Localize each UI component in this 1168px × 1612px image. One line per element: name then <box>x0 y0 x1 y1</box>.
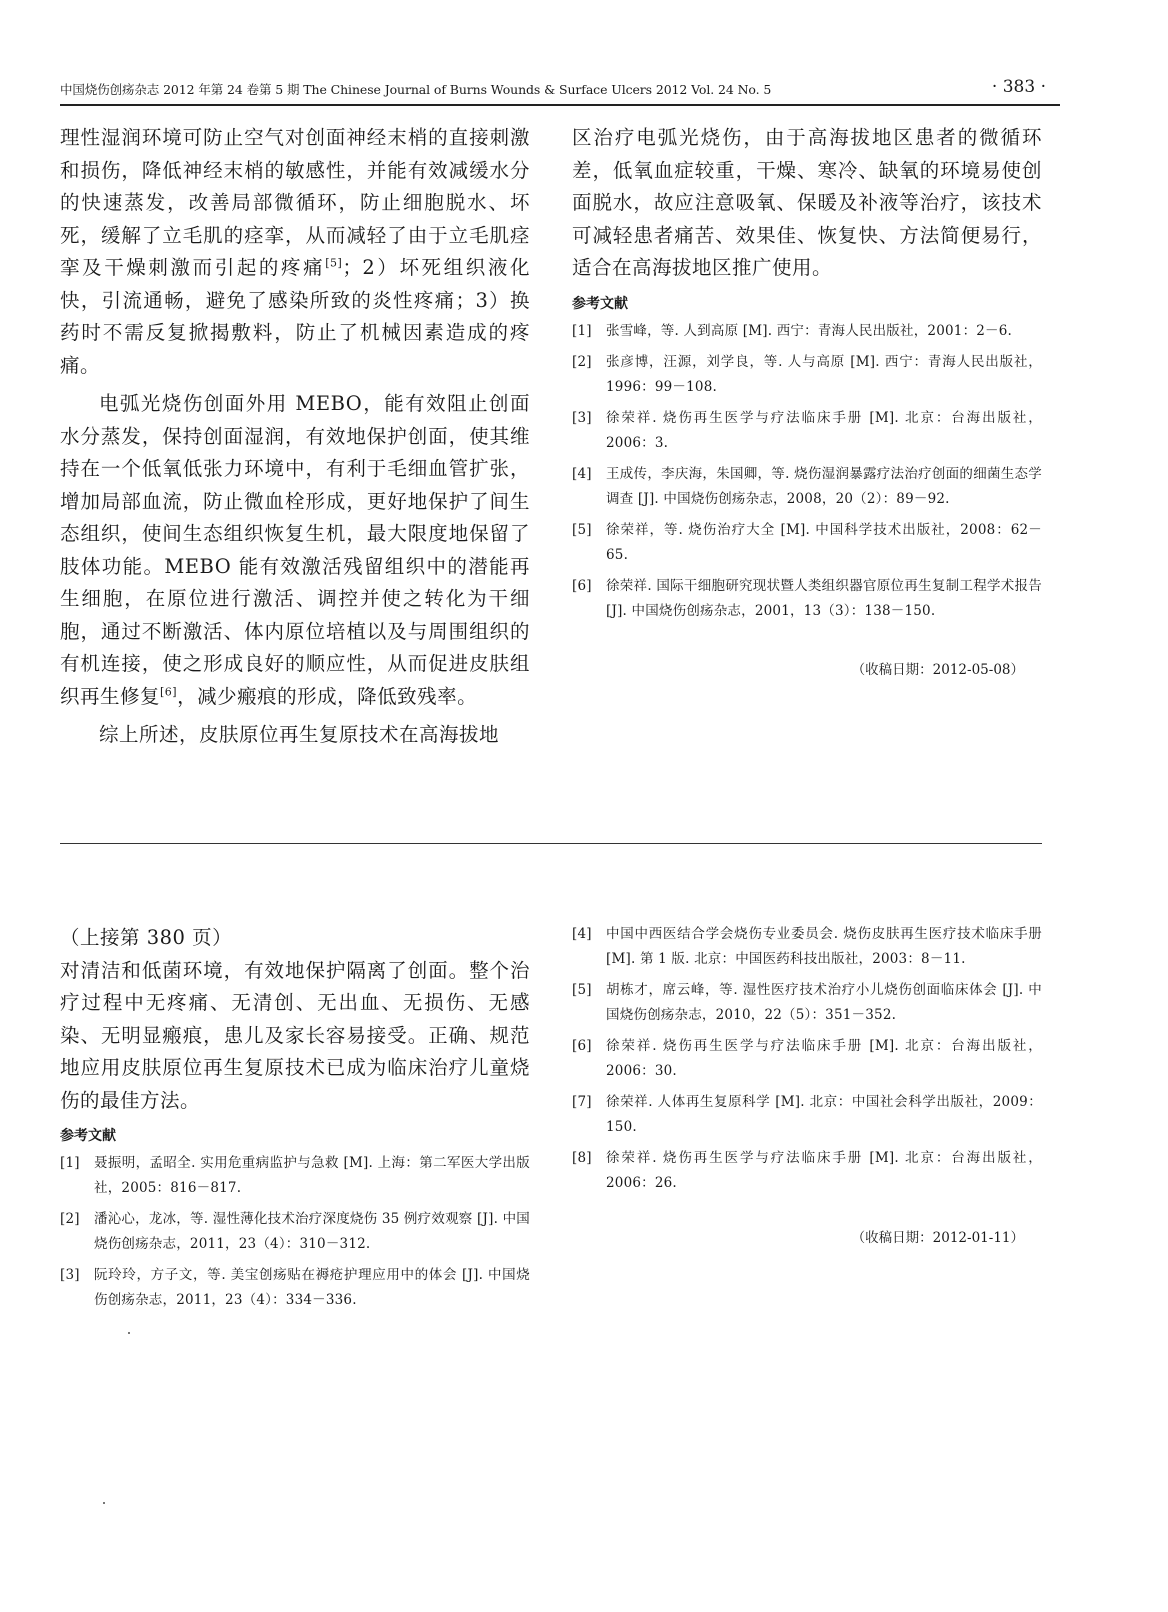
reference-item <box>60 1151 530 1201</box>
top-left-column <box>60 122 530 752</box>
body-paragraph: 对清洁和低菌环境，有效地保护隔离了创面。整个治疗过程中无疼痛、无清创、无出血、无损伤、无感染、无明显瘢痕，患儿及家长容易接受。正确、规范地应用皮肤原位再生复原技术已成为临床治疗儿童烧伤的最佳方法。 <box>60 958 530 1112</box>
reference-item <box>572 574 1042 624</box>
reference-text: 中国中西医结合学会烧伤专业委员会. 烧伤皮肤再生医疗技术临床手册 [M]. 第 1 版. 北京：中国医药科技出版社，2003：8－11. <box>606 926 1042 967</box>
reference-number: [1] <box>60 1155 80 1171</box>
paragraph-text: ，减少瘢痕的形成，降低致残率。 <box>177 684 478 708</box>
reference-text: 徐荣祥. 人体再生复原科学 [M]. 北京：中国社会科学出版社，2009：150. <box>606 1094 1042 1135</box>
running-header <box>60 78 1060 106</box>
reference-text: 张雪峰，等. 人到高原 [M]. 西宁：青海人民出版社，2001：2－6. <box>606 322 1013 339</box>
reference-item <box>572 406 1042 456</box>
paragraph-text: 理性湿润环境可防止空气对创面神经末梢的直接刺激和损伤，降低神经末梢的敏感性，并能有效减缓水分的快速蒸发，改善局部微循环，防止细胞脱水、坏死，缓解了立毛肌的痉挛，从而减轻了由于立毛肌痉挛及干燥刺激而引起的疼痛 <box>60 126 530 279</box>
reference-number: [2] <box>60 1211 80 1227</box>
bottom-left-column <box>60 922 530 1319</box>
reference-item <box>572 1090 1042 1140</box>
top-right-column <box>572 122 1042 678</box>
reference-number: [5] <box>572 982 592 998</box>
reference-number: [7] <box>572 1094 592 1110</box>
received-date: （收稿日期：2012-05-08） <box>851 661 1024 678</box>
reference-list <box>60 1151 530 1313</box>
reference-text: 徐荣祥. 烧伤再生医学与疗法临床手册 [M]. 北京：台海出版社，2006：3. <box>606 409 1042 451</box>
reference-list <box>572 319 1042 624</box>
body-paragraph <box>60 388 530 713</box>
body-text <box>572 122 1042 285</box>
reference-list <box>572 922 1042 1196</box>
received-date: （收稿日期：2012-01-11） <box>851 1230 1024 1246</box>
continued-note: （上接第 380 页） <box>60 926 233 949</box>
body-paragraph: 综上所述，皮肤原位再生复原技术在高海拔地 <box>99 723 500 746</box>
reference-item <box>572 922 1042 972</box>
paragraph-text: ；2）坏死组织液化快，引流通畅，避免了感染所致的炎性疼痛；3）换药时不需反复掀揭敷料，防止了机械因素造成的疼痛。 <box>60 256 530 377</box>
reference-item <box>572 462 1042 512</box>
bottom-right-column <box>572 922 1042 1246</box>
reference-text: 徐荣祥. 国际干细胞研究现状暨人类组织器官原位再生复制工程学术报告 [J]. 中国烧伤创疡杂志，2001，13（3）：138－150. <box>606 577 1042 619</box>
journal-running-title: 中国烧伤创疡杂志 2012 年第 24 卷第 5 期 The Chinese Journal of Burns Wounds & Surface Ulcers 2012 Vol. 24 No. 5 <box>60 82 772 97</box>
reference-number: [5] <box>572 521 592 538</box>
article-divider <box>60 843 1042 844</box>
reference-text: 潘沁心，龙冰，等. 湿性薄化技术治疗深度烧伤 35 例疗效观察 [J]. 中国烧伤创疡杂志，2011，23（4）：310－312. <box>94 1211 530 1252</box>
paragraph-text: 电弧光烧伤创面外用 MEBO，能有效阻止创面水分蒸发，保持创面湿润，有效地保护创面，使其维持在一个低氧低张力环境中，有利于毛细血管扩张，增加局部血流，防止微血栓形成，更好地保护了间生态组织，使间生态组织恢复生机，最大限度地保留了肢体功能。MEBO 能有效激活残留组织中的潜能再生细胞，在原位进行激活、调控并使之转化为干细胞，通过不断激活、体内原位培植以及与周围组织的有机连接，使之形成良好的顺应性，从而促进皮肤组织再生修复 <box>60 392 531 708</box>
reference-number: [1] <box>572 322 592 339</box>
references-heading: 参考文献 <box>572 295 628 312</box>
reference-item <box>60 1207 530 1257</box>
reference-number: [3] <box>572 409 592 426</box>
reference-text: 阮玲玲，方子文，等. 美宝创疡贴在褥疮护理应用中的体会 [J]. 中国烧伤创疡杂志，2011，23（4）：334－336. <box>94 1267 530 1308</box>
reference-text: 聂振明，孟昭全. 实用危重病监护与急救 [M]. 上海：第二军医大学出版社，2005：816－817. <box>94 1155 530 1196</box>
reference-item <box>572 1034 1042 1084</box>
reference-number: [6] <box>572 577 592 594</box>
body-paragraph: 区治疗电弧光烧伤，由于高海拔地区患者的微循环差，低氧血症较重，干燥、寒冷、缺氧的环境易使创面脱水，故应注意吸氧、保暖及补液等治疗，该技术可减轻患者痛苦、效果佳、恢复快、方法简便易行，适合在高海拔地区推广使用。 <box>572 126 1042 279</box>
reference-text: 胡栋才，席云峰，等. 湿性医疗技术治疗小儿烧伤创面临床体会 [J]. 中国烧伤创疡杂志，2010，22（5）：351－352. <box>606 982 1042 1023</box>
reference-number: [3] <box>60 1267 80 1283</box>
citation-marker: [5] <box>325 256 343 270</box>
reference-item <box>60 1263 530 1313</box>
body-paragraph <box>60 122 530 382</box>
reference-number: [6] <box>572 1038 592 1054</box>
reference-number: [4] <box>572 926 592 942</box>
reference-number: [4] <box>572 465 592 482</box>
scan-speck <box>128 1332 130 1334</box>
reference-item <box>572 978 1042 1028</box>
references-heading: 参考文献 <box>60 1128 116 1144</box>
citation-marker: [6] <box>160 685 178 698</box>
page-number: · 383 · <box>991 77 1046 97</box>
reference-item <box>572 518 1042 568</box>
reference-text: 徐荣祥. 烧伤再生医学与疗法临床手册 [M]. 北京：台海出版社，2006：26. <box>606 1150 1042 1191</box>
reference-item <box>572 350 1042 400</box>
reference-number: [2] <box>572 353 592 370</box>
reference-text: 徐荣祥. 烧伤再生医学与疗法临床手册 [M]. 北京：台海出版社，2006：30. <box>606 1038 1042 1079</box>
body-text <box>60 922 530 1117</box>
reference-text: 徐荣祥，等. 烧伤治疗大全 [M]. 中国科学技术出版社，2008：62－65. <box>606 521 1042 563</box>
scan-speck <box>103 1502 105 1504</box>
reference-number: [8] <box>572 1150 592 1166</box>
reference-text: 张彦博，汪源，刘学良，等. 人与高原 [M]. 西宁：青海人民出版社，1996：99－108. <box>606 353 1042 395</box>
reference-text: 王成传，李庆海，朱国卿，等. 烧伤湿润暴露疗法治疗创面的细菌生态学调查 [J]. 中国烧伤创疡杂志，2008，20（2）：89－92. <box>606 465 1042 507</box>
reference-item <box>572 1146 1042 1196</box>
reference-item <box>572 319 1042 344</box>
